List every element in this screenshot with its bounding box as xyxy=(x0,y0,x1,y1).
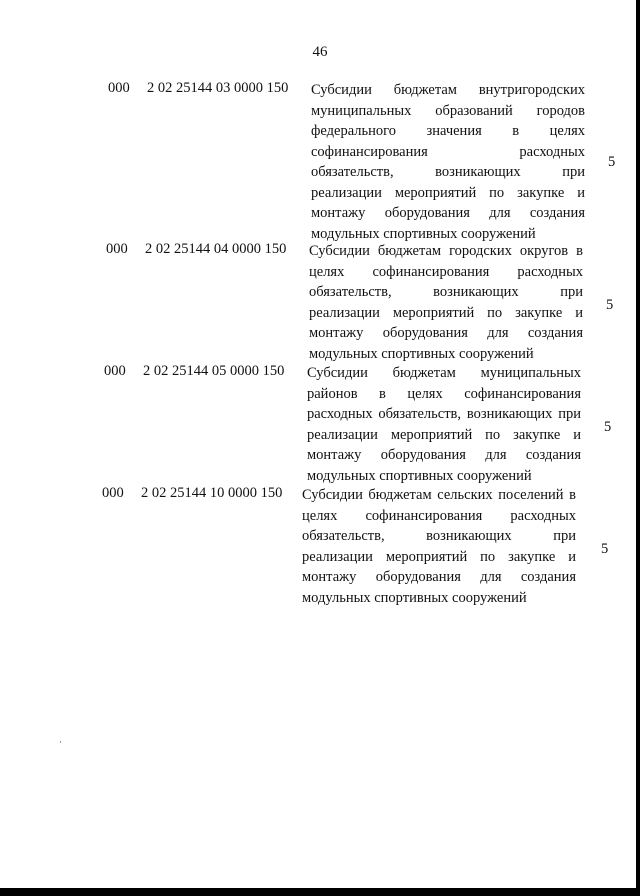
description-line: целях софинансирования расходных xyxy=(309,263,583,280)
budget-classification-code: 2 02 25144 05 0000 150 xyxy=(143,363,285,379)
row-description xyxy=(302,485,576,608)
admin-code: 000 xyxy=(106,241,128,257)
description-line: реализации мероприятий по закупке и xyxy=(302,548,576,565)
amount-value: 5 xyxy=(601,541,609,557)
budget-classification-code: 2 02 25144 10 0000 150 xyxy=(141,485,283,501)
description-line: обязательств, возникающих при xyxy=(302,528,576,544)
admin-code: 000 xyxy=(104,363,126,379)
description-line: обязательств, возникающих при xyxy=(311,164,585,180)
description-line: Субсидии бюджетам муниципальных xyxy=(307,365,581,381)
description-line: софинансирования расходных xyxy=(311,143,585,160)
description-line: реализации мероприятий по закупке и xyxy=(307,426,581,443)
description-line: реализации мероприятий по закупке и xyxy=(309,304,583,321)
description-line: монтажу оборудования для создания xyxy=(311,205,585,221)
description-line: модульных спортивных сооружений xyxy=(302,589,527,606)
description-line: монтажу оборудования для создания xyxy=(307,447,581,463)
description-line: модульных спортивных сооружений xyxy=(309,345,534,362)
description-line: монтажу оборудования для создания xyxy=(309,325,583,341)
row-description xyxy=(307,363,581,486)
description-line: обязательств, возникающих при xyxy=(309,284,583,300)
description-line: монтажу оборудования для создания xyxy=(302,569,576,585)
row-description xyxy=(311,80,585,244)
amount-value: 5 xyxy=(604,419,612,435)
description-line: модульных спортивных сооружений xyxy=(311,225,536,242)
description-line: расходных обязательств, возникающих при xyxy=(307,406,581,422)
scan-border-right xyxy=(636,0,640,896)
budget-classification-code: 2 02 25144 03 0000 150 xyxy=(147,80,289,96)
description-line: муниципальных образований городов xyxy=(311,102,585,119)
description-line: Субсидии бюджетам сельских поселений в xyxy=(302,487,576,503)
admin-code: 000 xyxy=(102,485,124,501)
description-line: федерального значения в целях xyxy=(311,123,585,139)
scan-border-bottom xyxy=(0,888,640,896)
description-line: реализации мероприятий по закупке и xyxy=(311,184,585,201)
description-line: районов в целях софинансирования xyxy=(307,385,581,402)
description-line: Субсидии бюджетам городских округов в xyxy=(309,243,583,259)
budget-classification-code: 2 02 25144 04 0000 150 xyxy=(145,241,287,257)
page-number: 46 xyxy=(312,44,328,60)
description-line: целях софинансирования расходных xyxy=(302,507,576,524)
description-line: Субсидии бюджетам внутригородских xyxy=(311,82,585,98)
admin-code: 000 xyxy=(108,80,130,96)
amount-value: 5 xyxy=(606,297,614,313)
description-line: модульных спортивных сооружений xyxy=(307,467,532,484)
amount-value: 5 xyxy=(608,154,616,170)
scan-speck xyxy=(60,741,61,743)
row-description xyxy=(309,241,583,364)
